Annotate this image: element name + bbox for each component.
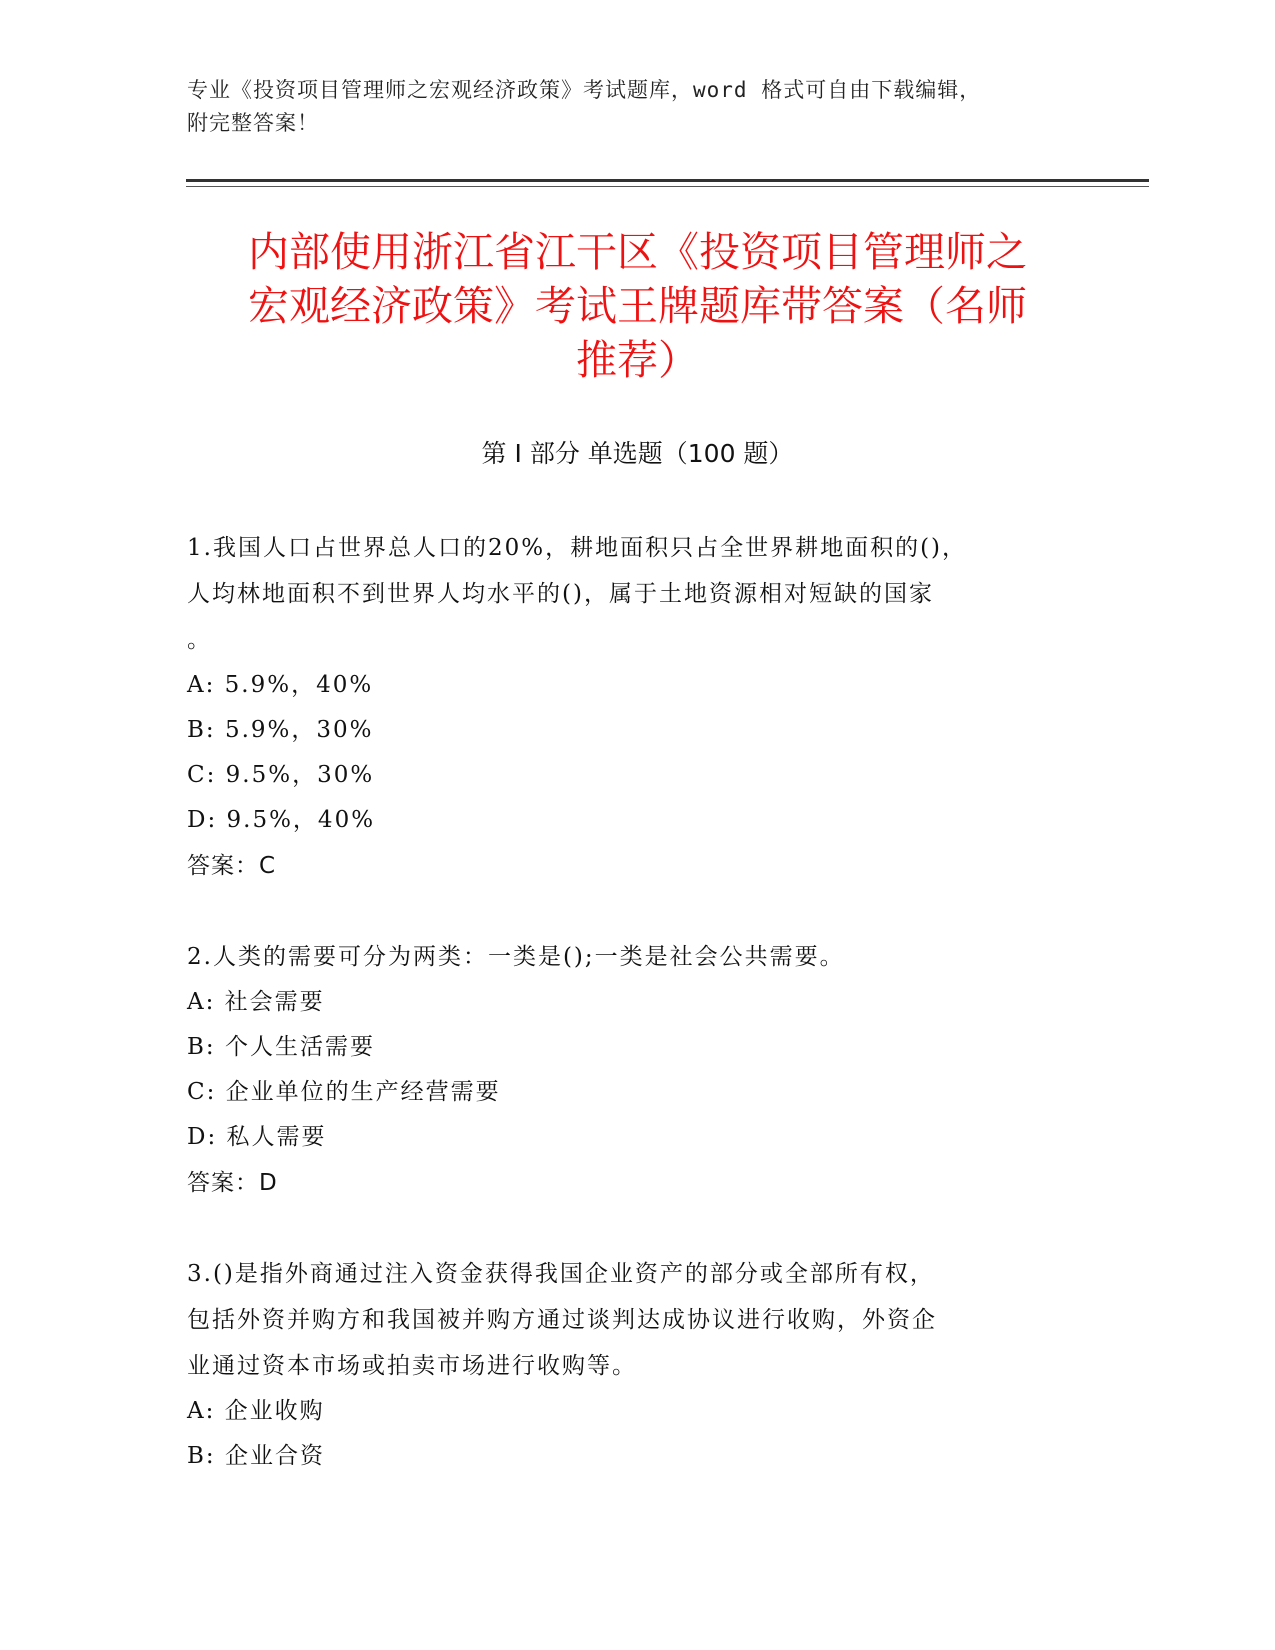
document-title-line: 推荐）: [576, 336, 699, 384]
question-stem-line: 3.()是指外商通过注入资金获得我国企业资产的部分或全部所有权，: [187, 1261, 935, 1287]
header-note: [187, 74, 1067, 140]
header-note-line: 附完整答案！: [187, 111, 319, 135]
option-a: A: 社会需要: [187, 989, 325, 1015]
option-c: C: 9.5%，30%: [187, 762, 375, 788]
option-a: A: 企业收购: [187, 1398, 325, 1424]
question-stem-line: 人均林地面积不到世界人均水平的()，属于土地资源相对短缺的国家: [187, 581, 934, 607]
document-title-line: 内部使用浙江省江干区《投资项目管理师之: [248, 228, 1027, 276]
question-stem-line: 。: [187, 627, 212, 653]
answer-line: 答案：C: [187, 853, 277, 879]
header-divider-thin: [186, 186, 1149, 187]
question-stem-line: 2.人类的需要可分为两类：一类是();一类是社会公共需要。: [187, 944, 845, 970]
header-note-line: 专业《投资项目管理师之宏观经济政策》考试题库，word 格式可自由下载编辑，: [187, 78, 982, 102]
answer-line: 答案：D: [187, 1170, 278, 1196]
question-stem-line: 包括外资并购方和我国被并购方通过谈判达成协议进行收购，外资企: [187, 1307, 937, 1333]
question-list: [187, 525, 1067, 1524]
header-divider: [186, 179, 1149, 182]
question-item: [187, 1251, 1067, 1479]
option-b: B: 个人生活需要: [187, 1034, 375, 1060]
option-b: B: 5.9%，30%: [187, 717, 374, 743]
option-d: D: 私人需要: [187, 1124, 327, 1150]
question-item: [187, 525, 1067, 889]
question-stem-line: 1.我国人口占世界总人口的20%，耕地面积只占全世界耕地面积的()，: [187, 535, 968, 561]
section-heading: 第 I 部分 单选题（100 题）: [481, 439, 794, 468]
document-title: [160, 225, 1115, 387]
option-c: C: 企业单位的生产经营需要: [187, 1079, 501, 1105]
document-title-line: 宏观经济政策》考试王牌题库带答案（名师: [248, 282, 1027, 330]
question-item: [187, 934, 1067, 1206]
option-a: A: 5.9%，40%: [187, 672, 374, 698]
question-stem-line: 业通过资本市场或拍卖市场进行收购等。: [187, 1353, 637, 1379]
option-d: D: 9.5%，40%: [187, 807, 376, 833]
option-b: B: 企业合资: [187, 1443, 325, 1469]
